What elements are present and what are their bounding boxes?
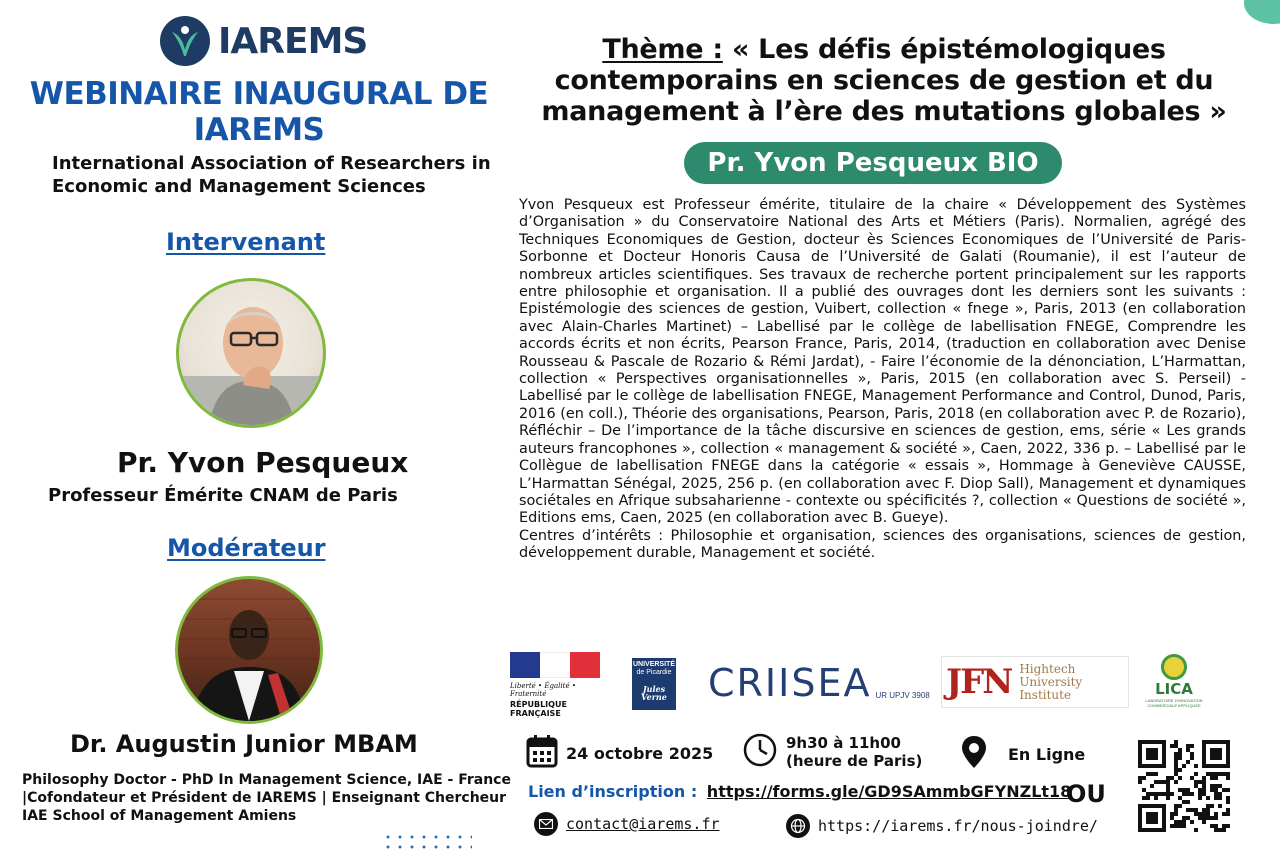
iarems-logo bbox=[160, 14, 370, 68]
upjv-logo bbox=[632, 658, 676, 710]
envelope-icon bbox=[534, 812, 558, 836]
registration-link[interactable]: https://forms.gle/GD9SAmmbGFYNZLt18 bbox=[706, 782, 1072, 801]
qr-code[interactable] bbox=[1138, 740, 1230, 832]
moderator-photo bbox=[175, 576, 323, 724]
theme-text: « Les défis épistémologiques contemporains en sciences de gestion et du management à l’ère des mutations globales » bbox=[541, 34, 1227, 127]
theme-label: Thème : bbox=[602, 34, 723, 65]
jfn-line1: Hightech bbox=[1019, 661, 1076, 676]
upjv-line3: Jules Verne bbox=[641, 684, 667, 702]
logo-mark-icon bbox=[160, 16, 210, 66]
jfn-line2: University bbox=[1019, 674, 1083, 689]
event-place bbox=[960, 734, 1085, 774]
bio-interests: Centres d’intérêts : Philosophie et organisation, sciences des organisations, sciences de gestion, développement durable, Management et société. bbox=[519, 527, 1246, 562]
registration-label: Lien d’inscription : bbox=[528, 782, 698, 801]
republique-francaise-logo bbox=[510, 652, 600, 718]
event-date-text: 24 octobre 2025 bbox=[566, 743, 714, 763]
lightbulb-icon bbox=[1161, 654, 1187, 680]
location-pin-icon bbox=[960, 734, 988, 774]
dots-decoration bbox=[382, 832, 472, 852]
contact-website[interactable] bbox=[786, 814, 1098, 838]
lica-sub: LABORATOIRE D'INNOVATION COMMERCIALE APPLIQUÉE bbox=[1145, 698, 1203, 708]
jfn-mark: JFN bbox=[946, 662, 1012, 702]
contact-email[interactable] bbox=[534, 812, 720, 836]
moderateur-label: Modérateur bbox=[167, 534, 326, 562]
globe-icon bbox=[786, 814, 810, 838]
speaker-name: Pr. Yvon Pesqueux bbox=[117, 446, 409, 479]
marianne-flag-icon bbox=[510, 652, 600, 678]
bio-paragraph: Yvon Pesqueux est Professeur émérite, titulaire de la chaire « Développement des Systèmes d’Organisation » du Conservatoire National des Arts et Métiers (Paris). Normalien, agrégé des Techniques Economiques de Gestion, docteur ès Sciences Economiques de l’Université de Paris-Sorbonne et Docteur Honoris Causa de l’Université de Galati (Roumanie), il est l’auteur de nombreux articles scientifiques. Ses travaux de recherche portent principalement sur les rapports entre philosophie et organisation. Il a publié des ouvrages dont les derniers sont les suivants : Epistémologie des sciences de gestion, Vuibert, collection « fnege », Paris, 2013 (en collaboration avec Alain-Charles Martinet) – Labellisé par le collège de labellisation FNEGE, Comprendre les accords écrits et non écrits, Pearson France, Paris, 2014, (traduction en collaboration avec Denise Rousseau & Pascale de Rozario & Rémi Jardat), - Faire l’économie de la dénonciation, L’Harmattan, collection « Perspectives organisationnelles », Paris, 2015 (en collaboration avec S. Perseil) - Labellisé par le collège de labellisation FNEGE, Management Performance and Control, Dunod, Paris, 2016 (en coll.), Théorie des organisations, Pearson, Paris, 2018 (en collaboration avec P. de Rozario), Réfléchir – De l’importance de la tâche discursive en sciences de gestion, ems, série « Les grands auteurs francophones », collection « management & société », Caen, 2022, 336 p. – Labellisé par le Collègue de labellisation FNEGE dans la catégorie « essais », Hommage à Geneviève CAUSSE, L’Harmattan Sénégal, 2025, 256 p. (en collaboration avec F. Diop Sall), Management et dynamiques sociétales en Afrique subsaharienne - contexte ou spécificités ?, collection « Questions de société », Editions ems, Caen, 2025 (en collaboration avec B. Gueye). bbox=[519, 197, 1246, 527]
rf-name: RÉPUBLIQUE FRANÇAISE bbox=[510, 700, 567, 718]
event-time-line1: 9h30 à 11h00 bbox=[786, 734, 901, 752]
criisea-sub: UR UPJV 3908 bbox=[875, 690, 930, 700]
association-name: International Association of Researchers in Economic and Management Sciences bbox=[52, 153, 491, 197]
qr-code-icon bbox=[1138, 740, 1230, 832]
contact-email-text[interactable]: contact@iarems.fr bbox=[566, 815, 720, 833]
intervenant-label: Intervenant bbox=[166, 228, 326, 256]
upjv-line2: de Picardie bbox=[636, 669, 672, 676]
speaker-photo bbox=[176, 278, 326, 428]
corner-decoration bbox=[1244, 0, 1280, 24]
bio-heading: Pr. Yvon Pesqueux BIO bbox=[684, 142, 1062, 184]
or-label: OU bbox=[1066, 780, 1106, 808]
theme-heading bbox=[524, 34, 1244, 127]
event-time-line2: (heure de Paris) bbox=[786, 752, 923, 770]
rf-motto: Liberté • Égalité • Fraternité bbox=[510, 682, 576, 698]
event-time bbox=[742, 732, 922, 772]
jfn-logo bbox=[941, 656, 1129, 708]
jfn-text bbox=[1019, 663, 1082, 702]
speaker-role: Professeur Émérite CNAM de Paris bbox=[48, 485, 398, 506]
moderator-role: Philosophy Doctor - PhD In Management Science, IAE - France |Cofondateur et Président de IAREMS | Enseignant Chercheur IAE School of Management Amiens bbox=[22, 772, 511, 824]
contact-website-text[interactable]: https://iarems.fr/nous-joindre/ bbox=[818, 817, 1098, 835]
logo-text: IAREMS bbox=[218, 20, 368, 62]
clock-icon bbox=[742, 732, 778, 772]
lica-logo bbox=[1144, 654, 1204, 712]
calendar-icon bbox=[526, 734, 558, 772]
bio-text bbox=[519, 197, 1246, 563]
lica-name: LICA bbox=[1155, 680, 1193, 698]
moderator-name: Dr. Augustin Junior MBAM bbox=[70, 730, 418, 758]
jfn-line3: Institute bbox=[1019, 687, 1072, 702]
criisea-logo bbox=[708, 660, 938, 706]
event-place-text: En Ligne bbox=[1008, 744, 1086, 764]
registration-row bbox=[528, 782, 1071, 801]
criisea-name: CRIISEA bbox=[708, 661, 872, 705]
upjv-line1: UNIVERSITÉ bbox=[632, 661, 675, 668]
webinar-title: WEBINAIRE INAUGURAL DE IAREMS bbox=[29, 76, 489, 148]
event-date bbox=[526, 734, 713, 772]
